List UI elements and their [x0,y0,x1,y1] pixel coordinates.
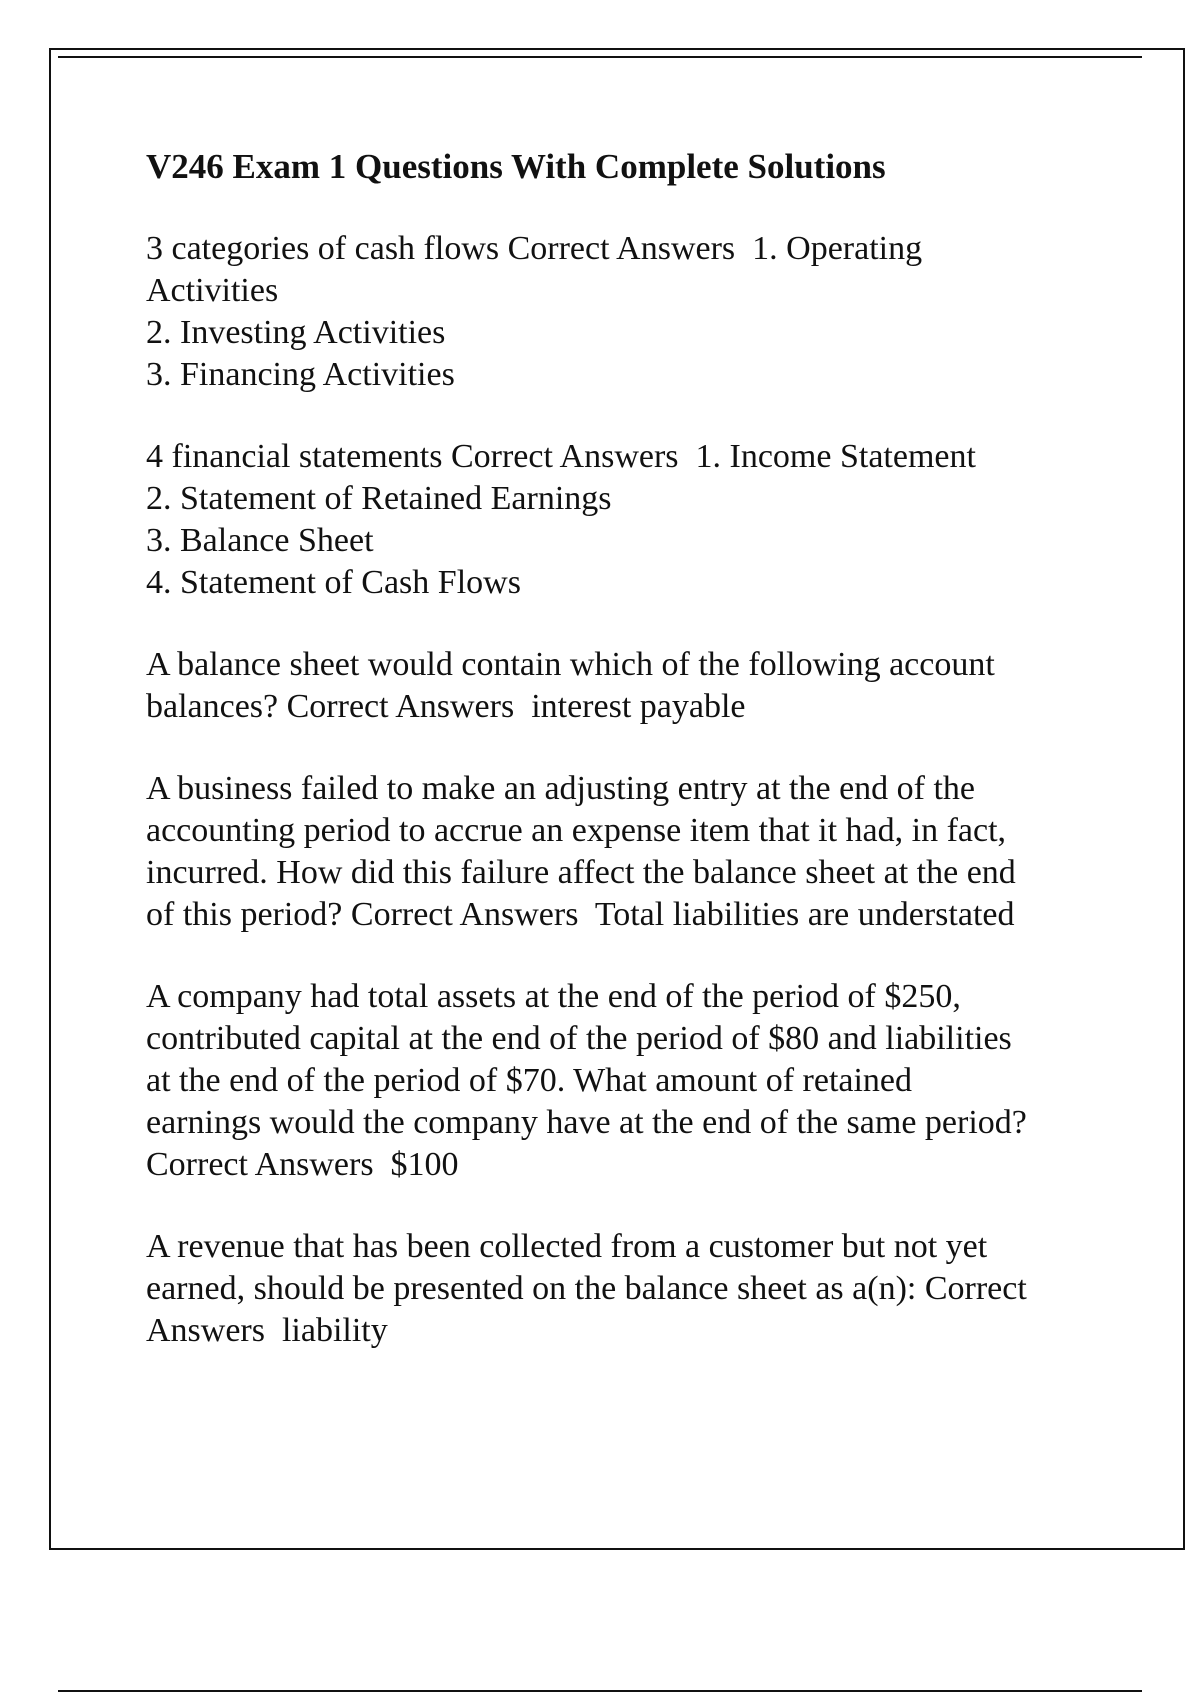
qa-line: at the end of the period of $70. What amount of retained [146,1062,913,1099]
document-content [146,146,1096,1392]
bottom-rule [58,1690,1142,1692]
qa-line: 2. Investing Activities [146,314,446,351]
qa-block-unearned-revenue [146,1226,1096,1352]
qa-line: A balance sheet would contain which of the following account [146,646,995,683]
qa-block-retained-earnings [146,976,1096,1186]
qa-line: 3. Financing Activities [146,356,455,393]
qa-line: 3. Balance Sheet [146,522,374,559]
qa-line: 2. Statement of Retained Earnings [146,480,612,517]
qa-line: Correct Answers $100 [146,1146,459,1183]
qa-line: A business failed to make an adjusting entry at the end of the [146,770,976,807]
qa-line: accounting period to accrue an expense item that it had, in fact, [146,812,1007,849]
qa-line: earnings would the company have at the end of the same period? [146,1104,1027,1141]
qa-block-adjusting-entry [146,768,1096,936]
qa-line: Activities [146,272,279,309]
qa-line: A revenue that has been collected from a customer but not yet [146,1228,988,1265]
qa-block-balance-sheet-accounts [146,644,1096,728]
qa-line: of this period? Correct Answers Total liabilities are understated [146,896,1015,933]
qa-line: balances? Correct Answers interest payable [146,688,746,725]
qa-line: earned, should be presented on the balance sheet as a(n): Correct [146,1270,1027,1307]
qa-line: contributed capital at the end of the period of $80 and liabilities [146,1020,1012,1057]
qa-block-financial-statements [146,436,1096,604]
qa-line: 3 categories of cash flows Correct Answers 1. Operating [146,230,923,267]
qa-block-cash-flows [146,228,1096,396]
qa-line: Answers liability [146,1312,388,1349]
qa-line: 4 financial statements Correct Answers 1. Income Statement [146,438,976,475]
qa-line: 4. Statement of Cash Flows [146,564,521,601]
qa-line: incurred. How did this failure affect the balance sheet at the end [146,854,1016,891]
qa-line: A company had total assets at the end of the period of $250, [146,978,961,1015]
document-title: V246 Exam 1 Questions With Complete Solutions [146,147,886,186]
